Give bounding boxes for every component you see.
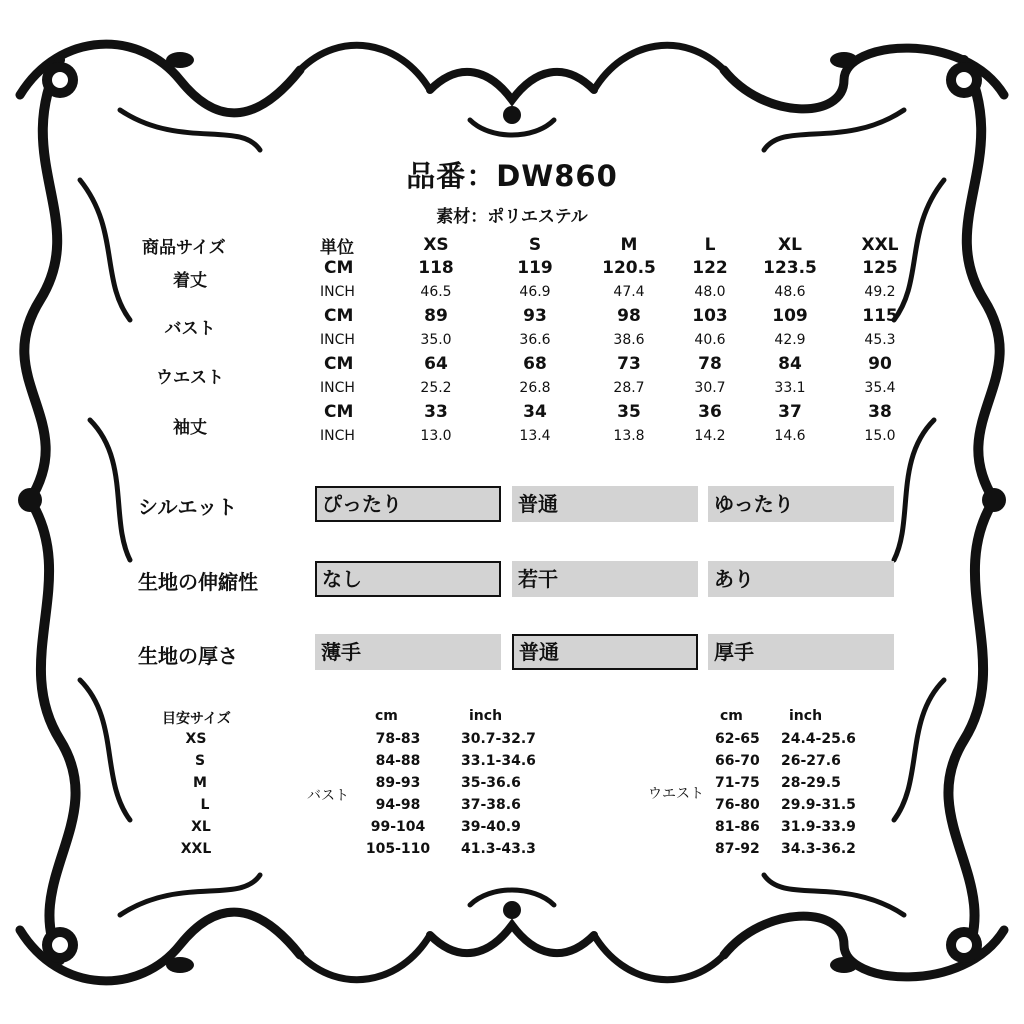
cell-length-cm-xs: 118 bbox=[418, 258, 454, 278]
cell-sleeve-inch-l: 14.2 bbox=[694, 428, 726, 444]
guide-waist-cm-xl: 81-86 bbox=[715, 819, 760, 835]
size-header-xl: XL bbox=[778, 235, 802, 255]
feature-option-thickness-2: 厚手 bbox=[708, 634, 894, 670]
cell-bust-inch-xl: 42.9 bbox=[774, 332, 806, 348]
product-number-title: 品番：DW860 bbox=[406, 159, 618, 193]
guide-waist-inch-xs: 24.4-25.6 bbox=[781, 731, 856, 747]
guide-size-l: L bbox=[200, 797, 210, 813]
size-guide-label: 目安サイズ bbox=[162, 711, 231, 727]
cm-unit: CM bbox=[324, 306, 354, 326]
guide-waist-cm-s: 66-70 bbox=[715, 753, 760, 769]
guide-bust-cm-header: cm bbox=[375, 708, 398, 724]
cell-waist-inch-xs: 25.2 bbox=[420, 380, 452, 396]
guide-size-s: S bbox=[194, 753, 206, 769]
row-label-waist: ウエスト bbox=[156, 368, 224, 388]
inch-unit: INCH bbox=[320, 380, 355, 396]
cell-length-inch-xs: 46.5 bbox=[420, 284, 452, 300]
guide-waist-label: ウエスト bbox=[648, 786, 704, 802]
cell-bust-inch-l: 40.6 bbox=[694, 332, 726, 348]
feature-label-stretch: 生地の伸縮性 bbox=[138, 570, 258, 594]
cell-sleeve-inch-xxl: 15.0 bbox=[864, 428, 896, 444]
inch-unit: INCH bbox=[320, 284, 355, 300]
cell-length-inch-m: 47.4 bbox=[613, 284, 645, 300]
cm-unit: CM bbox=[324, 258, 354, 278]
guide-waist-cm-l: 76-80 bbox=[715, 797, 760, 813]
guide-bust-cm-xs: 78-83 bbox=[375, 731, 421, 747]
size-header-l: L bbox=[704, 235, 716, 255]
guide-size-m: M bbox=[193, 775, 207, 791]
guide-bust-inch-header: inch bbox=[469, 708, 503, 724]
cell-waist-cm-xs: 64 bbox=[424, 354, 448, 374]
feature-option-silhouette-1: 普通 bbox=[512, 486, 698, 522]
cell-sleeve-cm-xs: 33 bbox=[424, 402, 448, 422]
cell-length-inch-s: 46.9 bbox=[519, 284, 551, 300]
cell-length-inch-xxl: 49.2 bbox=[864, 284, 896, 300]
cm-unit: CM bbox=[324, 354, 354, 374]
cell-sleeve-inch-xs: 13.0 bbox=[420, 428, 452, 444]
guide-bust-inch-xxl: 41.3-43.3 bbox=[461, 841, 536, 857]
cell-bust-inch-xxl: 45.3 bbox=[864, 332, 896, 348]
guide-size-xxl: XXL bbox=[180, 841, 212, 857]
guide-waist-inch-l: 29.9-31.5 bbox=[781, 797, 856, 813]
feature-option-thickness-0: 薄手 bbox=[315, 634, 501, 670]
cell-length-cm-xxl: 125 bbox=[862, 258, 898, 278]
cell-length-cm-xl: 123.5 bbox=[763, 258, 817, 278]
guide-bust-label: バスト bbox=[307, 788, 349, 804]
cell-length-inch-xl: 48.6 bbox=[774, 284, 806, 300]
guide-waist-cm-xs: 62-65 bbox=[715, 731, 760, 747]
cell-waist-inch-l: 30.7 bbox=[694, 380, 726, 396]
cell-waist-cm-xxl: 90 bbox=[868, 354, 892, 374]
guide-waist-cm-m: 71-75 bbox=[715, 775, 760, 791]
guide-bust-cm-l: 94-98 bbox=[375, 797, 421, 813]
cell-sleeve-inch-s: 13.4 bbox=[519, 428, 551, 444]
cell-sleeve-cm-s: 34 bbox=[523, 402, 547, 422]
cell-length-inch-l: 48.0 bbox=[694, 284, 726, 300]
cell-waist-inch-xxl: 35.4 bbox=[864, 380, 896, 396]
cell-bust-cm-xxl: 115 bbox=[862, 306, 898, 326]
cell-sleeve-cm-m: 35 bbox=[617, 402, 641, 422]
feature-label-thickness: 生地の厚さ bbox=[138, 644, 238, 668]
guide-bust-inch-l: 37-38.6 bbox=[461, 797, 521, 813]
guide-waist-cm-header: cm bbox=[720, 708, 743, 724]
guide-size-xl: XL bbox=[191, 819, 211, 835]
cell-bust-inch-xs: 35.0 bbox=[420, 332, 452, 348]
guide-bust-inch-m: 35-36.6 bbox=[461, 775, 521, 791]
guide-waist-cm-xxl: 87-92 bbox=[715, 841, 760, 857]
cell-waist-cm-m: 73 bbox=[617, 354, 641, 374]
cell-length-cm-s: 119 bbox=[517, 258, 553, 278]
cell-waist-inch-s: 26.8 bbox=[519, 380, 551, 396]
feature-option-silhouette-2: ゆったり bbox=[708, 486, 894, 522]
material-label: 素材：ポリエステル bbox=[436, 207, 588, 227]
cell-length-cm-m: 120.5 bbox=[602, 258, 656, 278]
cell-length-cm-l: 122 bbox=[692, 258, 728, 278]
size-header-xs: XS bbox=[423, 235, 449, 255]
cell-bust-cm-xl: 109 bbox=[772, 306, 808, 326]
guide-bust-inch-s: 33.1-34.6 bbox=[461, 753, 536, 769]
row-label-sleeve: 袖丈 bbox=[173, 418, 207, 438]
guide-waist-inch-s: 26-27.6 bbox=[781, 753, 841, 769]
cell-bust-inch-s: 36.6 bbox=[519, 332, 551, 348]
cell-waist-inch-m: 28.7 bbox=[613, 380, 645, 396]
guide-bust-inch-xl: 39-40.9 bbox=[461, 819, 521, 835]
cm-unit: CM bbox=[324, 402, 354, 422]
cell-bust-cm-xs: 89 bbox=[424, 306, 448, 326]
feature-option-stretch-2: あり bbox=[708, 561, 894, 597]
cell-waist-cm-xl: 84 bbox=[778, 354, 802, 374]
cell-sleeve-cm-xxl: 38 bbox=[868, 402, 892, 422]
cell-sleeve-inch-m: 13.8 bbox=[613, 428, 645, 444]
guide-waist-inch-xl: 31.9-33.9 bbox=[781, 819, 856, 835]
guide-waist-inch-header: inch bbox=[789, 708, 823, 724]
feature-option-stretch-0: なし bbox=[315, 561, 501, 597]
size-table-label: 商品サイズ bbox=[142, 238, 226, 258]
guide-bust-cm-xl: 99-104 bbox=[370, 819, 426, 835]
guide-size-xs: XS bbox=[185, 731, 207, 747]
row-label-bust: バスト bbox=[164, 319, 216, 339]
feature-option-silhouette-0: ぴったり bbox=[315, 486, 501, 522]
cell-bust-cm-l: 103 bbox=[692, 306, 728, 326]
cell-bust-cm-s: 93 bbox=[523, 306, 547, 326]
cell-sleeve-cm-xl: 37 bbox=[778, 402, 802, 422]
feature-option-thickness-1: 普通 bbox=[512, 634, 698, 670]
guide-waist-inch-m: 28-29.5 bbox=[781, 775, 841, 791]
cell-waist-cm-s: 68 bbox=[523, 354, 547, 374]
inch-unit: INCH bbox=[320, 428, 355, 444]
guide-bust-inch-xs: 30.7-32.7 bbox=[461, 731, 536, 747]
row-label-length: 着丈 bbox=[173, 271, 207, 291]
cell-bust-inch-m: 38.6 bbox=[613, 332, 645, 348]
unit-header: 単位 bbox=[320, 238, 354, 258]
size-header-s: S bbox=[528, 235, 542, 255]
size-header-m: M bbox=[620, 235, 638, 255]
inch-unit: INCH bbox=[320, 332, 355, 348]
cell-waist-inch-xl: 33.1 bbox=[774, 380, 806, 396]
guide-bust-cm-m: 89-93 bbox=[375, 775, 421, 791]
size-header-xxl: XXL bbox=[861, 235, 899, 255]
guide-waist-inch-xxl: 34.3-36.2 bbox=[781, 841, 856, 857]
cell-bust-cm-m: 98 bbox=[617, 306, 641, 326]
guide-bust-cm-s: 84-88 bbox=[375, 753, 421, 769]
cell-sleeve-inch-xl: 14.6 bbox=[774, 428, 806, 444]
cell-sleeve-cm-l: 36 bbox=[698, 402, 722, 422]
cell-waist-cm-l: 78 bbox=[698, 354, 722, 374]
feature-label-silhouette: シルエット bbox=[138, 495, 238, 519]
feature-option-stretch-1: 若干 bbox=[512, 561, 698, 597]
guide-bust-cm-xxl: 105-110 bbox=[365, 841, 431, 857]
